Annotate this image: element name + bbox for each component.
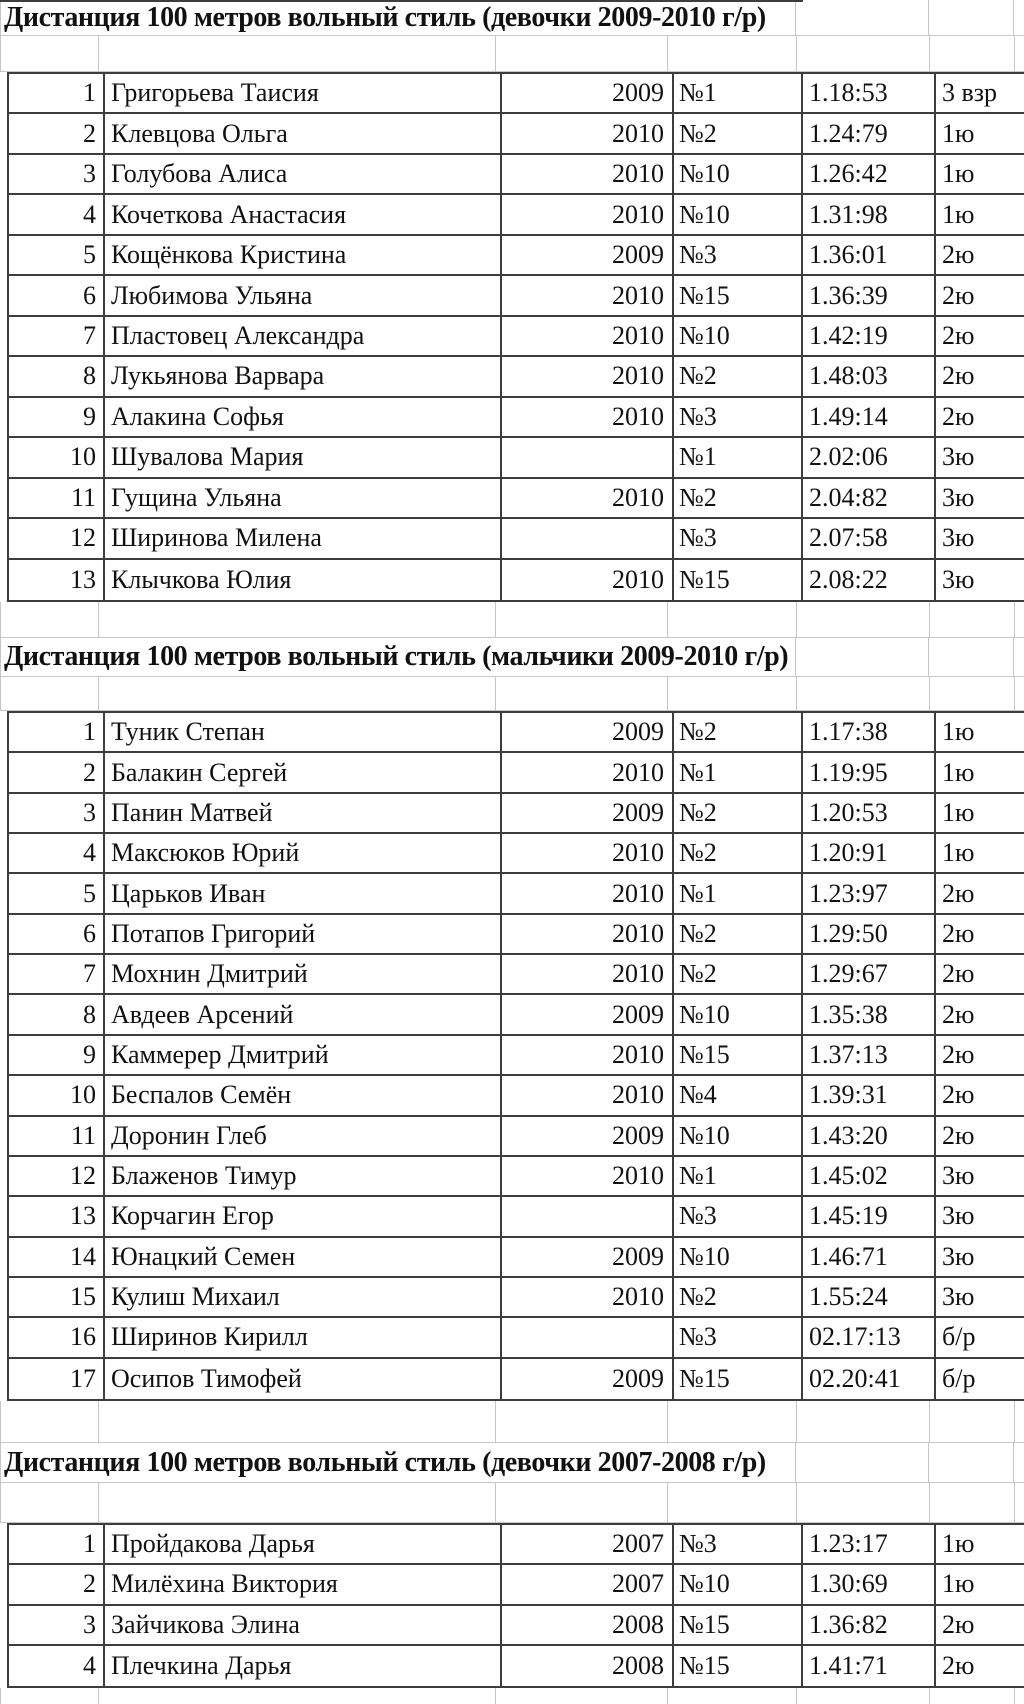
category-cell: б/р (942, 1363, 976, 1393)
empty-cell (668, 36, 797, 71)
number-cell: №1 (674, 74, 803, 114)
empty-cell (668, 1688, 797, 1704)
rank-cell: 3 (9, 155, 105, 195)
empty-cell (99, 1688, 496, 1704)
year-cell: 2010 (502, 114, 674, 154)
name-cell: Кощёнкова Кристина (105, 236, 502, 276)
rank-cell: 13 (9, 1197, 105, 1237)
number-cell: №10 (674, 1565, 803, 1605)
time-cell: 1.23:17 (803, 1525, 936, 1565)
spacer-row (0, 1688, 1024, 1704)
empty-cell (1, 1401, 99, 1442)
number-cell: №10 (674, 155, 803, 195)
time-cell: 2.04:82 (803, 479, 936, 519)
time-cell: 1.39:31 (803, 1076, 936, 1116)
year-cell: 2007 (502, 1525, 674, 1565)
rank-cell: 17 (9, 1359, 105, 1399)
empty-cell (930, 1483, 1015, 1522)
section-title-row (0, 638, 1024, 677)
time-cell: 1.43:20 (803, 1117, 936, 1157)
empty-cell (99, 1401, 496, 1442)
year-cell: 2009 (502, 74, 674, 114)
time-cell: 1.29:67 (803, 955, 936, 995)
year-cell: 2010 (502, 317, 674, 357)
rank-cell: 12 (9, 1157, 105, 1197)
rank-cell: 15 (9, 1278, 105, 1318)
empty-cell (797, 36, 930, 71)
empty-cell (930, 36, 1015, 71)
year-cell: 2010 (502, 479, 674, 519)
rank-cell: 9 (9, 398, 105, 438)
empty-cell (796, 1443, 929, 1482)
empty-cell (1015, 677, 1024, 710)
rank-cell: 6 (9, 915, 105, 955)
number-cell: №2 (674, 834, 803, 874)
empty-cell (1014, 0, 1024, 35)
results-table (7, 1523, 1024, 1688)
year-cell: 2008 (502, 1606, 674, 1646)
category-cell: 3 взр (936, 74, 1024, 114)
section-title-row (0, 0, 1024, 36)
empty-cell (668, 1401, 797, 1442)
name-cell: Пластовец Александра (105, 317, 502, 357)
empty-cell (796, 0, 929, 35)
time-cell: 2.07:58 (803, 519, 936, 559)
empty-cell (1015, 1401, 1024, 1442)
number-cell: №3 (674, 236, 803, 276)
empty-cell (496, 1688, 668, 1704)
rank-cell: 12 (9, 519, 105, 559)
number-cell: №1 (674, 438, 803, 478)
name-cell: Голубова Алиса (105, 155, 502, 195)
number-cell: №2 (674, 114, 803, 154)
name-cell: Плечкина Дарья (105, 1646, 502, 1686)
year-cell: 2009 (502, 1117, 674, 1157)
category-cell: 2ю (936, 1076, 1024, 1116)
name-cell: Максюков Юрий (105, 834, 502, 874)
time-cell: 1.20:53 (803, 794, 936, 834)
number-cell: №15 (674, 1036, 803, 1076)
rank-cell: 11 (9, 479, 105, 519)
spacer-row (0, 1483, 1024, 1523)
spacer-row (0, 36, 1024, 72)
name-cell: Любимова Ульяна (105, 276, 502, 316)
year-cell: 2007 (502, 1565, 674, 1605)
rank-cell: 1 (9, 74, 105, 114)
category-cell: 2ю (936, 398, 1024, 438)
name-cell: Потапов Григорий (105, 915, 502, 955)
time-cell: 1.37:13 (803, 1036, 936, 1076)
year-cell: 2010 (502, 915, 674, 955)
time-cell: 2.08:22 (803, 560, 936, 600)
year-cell: 2010 (502, 834, 674, 874)
year-cell: 2008 (502, 1646, 674, 1686)
category-cell: 1ю (936, 713, 1024, 753)
time-cell: 1.20:91 (803, 834, 936, 874)
number-cell: №2 (674, 713, 803, 753)
time-cell: 1.36:39 (803, 276, 936, 316)
rank-cell: 4 (9, 834, 105, 874)
category-cell: 3ю (936, 519, 1024, 559)
time-cell: 1.18:53 (803, 74, 936, 114)
empty-cell (1015, 1483, 1024, 1522)
name-cell: Балакин Сергей (105, 753, 502, 793)
empty-cell (1015, 36, 1024, 71)
name-cell: Каммерер Дмитрий (105, 1036, 502, 1076)
empty-cell (930, 1401, 1015, 1442)
empty-cell (929, 0, 1014, 35)
category-cell: 2ю (936, 236, 1024, 276)
empty-cell (797, 677, 930, 710)
empty-cell (668, 602, 797, 637)
category-cell: 3ю (936, 438, 1024, 478)
time-cell: 1.45:19 (803, 1197, 936, 1237)
year-cell: 2009 (502, 236, 674, 276)
empty-cell (1, 1483, 99, 1522)
name-cell: Блаженов Тимур (105, 1157, 502, 1197)
year-cell (502, 1197, 674, 1237)
rank-cell: 4 (9, 195, 105, 235)
rank-cell: 9 (9, 1036, 105, 1076)
empty-cell (99, 36, 496, 71)
category-cell: 2ю (936, 317, 1024, 357)
category-cell: 2ю (936, 276, 1024, 316)
year-cell: 2010 (502, 1157, 674, 1197)
empty-cell (99, 1483, 496, 1522)
name-cell: Авдеев Арсений (105, 995, 502, 1035)
name-cell: Зайчикова Элина (105, 1606, 502, 1646)
year-cell: 2009 (502, 995, 674, 1035)
name-cell: Клевцова Ольга (105, 114, 502, 154)
category-cell: 2ю (936, 1117, 1024, 1157)
year-cell: 2009 (502, 713, 674, 753)
name-cell: Юнацкий Семен (105, 1238, 502, 1278)
number-cell: №10 (674, 317, 803, 357)
category-cell: 1ю (936, 834, 1024, 874)
number-cell: №4 (674, 1076, 803, 1116)
rank-cell: 6 (9, 276, 105, 316)
number-cell: №15 (674, 1359, 803, 1399)
number-cell: №2 (674, 794, 803, 834)
name-cell: Кулиш Михаил (105, 1278, 502, 1318)
empty-cell (496, 677, 668, 710)
name-cell: Гущина Ульяна (105, 479, 502, 519)
year-cell: 2009 (502, 1238, 674, 1278)
name-cell: Алакина Софья (105, 398, 502, 438)
rank-cell: 13 (9, 560, 105, 600)
name-cell: Туник Степан (105, 713, 502, 753)
empty-cell (1, 677, 99, 710)
time-cell: 02.17:13 (803, 1318, 936, 1358)
number-cell: №10 (674, 995, 803, 1035)
year-cell: 2010 (502, 155, 674, 195)
year-cell: 2009 (502, 1359, 674, 1399)
name-cell: Беспалов Семён (105, 1076, 502, 1116)
category-cell: 1ю (936, 114, 1024, 154)
time-cell: 1.17:38 (803, 713, 936, 753)
section-title: Дистанция 100 метров вольный стиль (девочки 2009-2010 г/р) (1, 0, 796, 35)
category-cell: 1ю (936, 753, 1024, 793)
number-cell: №2 (674, 479, 803, 519)
time-cell: 1.35:38 (803, 995, 936, 1035)
year-cell: 2010 (502, 955, 674, 995)
rank-cell: 3 (9, 794, 105, 834)
time-cell: 1.49:14 (803, 398, 936, 438)
category-cell: 3ю (936, 479, 1024, 519)
category-cell: 2ю (936, 1036, 1024, 1076)
name-cell: Кочеткова Анастасия (105, 195, 502, 235)
year-cell: 2010 (502, 195, 674, 235)
name-cell: Ширинов Кирилл (105, 1318, 502, 1358)
empty-cell (930, 602, 1015, 637)
section-title: Дистанция 100 метров вольный стиль (девочки 2007-2008 г/р) (1, 1443, 796, 1482)
number-cell: №10 (674, 1117, 803, 1157)
empty-cell (1015, 602, 1024, 637)
category-cell: 1ю (936, 794, 1024, 834)
number-cell: №3 (674, 519, 803, 559)
time-cell: 1.45:02 (803, 1157, 936, 1197)
empty-cell (797, 1401, 930, 1442)
rank-cell: 8 (9, 995, 105, 1035)
empty-cell (1, 36, 99, 71)
empty-cell (496, 1401, 668, 1442)
empty-cell (797, 602, 930, 637)
empty-cell (496, 1483, 668, 1522)
rank-cell: 2 (9, 753, 105, 793)
empty-cell (1015, 1688, 1024, 1704)
category-cell: 1ю (936, 1565, 1024, 1605)
rank-cell: 10 (9, 1076, 105, 1116)
name-cell: Григорьева Таисия (105, 74, 502, 114)
year-cell: 2010 (502, 1036, 674, 1076)
time-cell: 1.23:97 (803, 874, 936, 914)
category-cell: 2ю (936, 874, 1024, 914)
number-cell: №15 (674, 276, 803, 316)
number-cell: №1 (674, 874, 803, 914)
category-cell: 3ю (936, 1197, 1024, 1237)
name-cell: Осипов Тимофей (105, 1359, 502, 1399)
year-cell: 2010 (502, 1076, 674, 1116)
empty-cell (1, 602, 99, 637)
rank-cell: 3 (9, 1606, 105, 1646)
time-cell: 1.26:42 (803, 155, 936, 195)
section-title-row (0, 1443, 1024, 1483)
category-cell: 2ю (942, 1650, 975, 1680)
category-cell: 2ю (936, 995, 1024, 1035)
number-cell: №3 (674, 1318, 803, 1358)
year-cell: 2010 (502, 874, 674, 914)
category-cell: 1ю (936, 155, 1024, 195)
number-cell: №2 (674, 357, 803, 397)
year-cell (502, 519, 674, 559)
number-cell: №15 (674, 560, 803, 600)
number-cell: №3 (674, 398, 803, 438)
number-cell: №3 (674, 1525, 803, 1565)
name-cell: Ширинова Милена (105, 519, 502, 559)
year-cell: 2010 (502, 1278, 674, 1318)
year-cell (502, 1318, 674, 1358)
time-cell: 1.19:95 (803, 753, 936, 793)
time-cell: 1.48:03 (803, 357, 936, 397)
top-border-line (0, 0, 803, 2)
time-cell: 02.20:41 (803, 1359, 936, 1399)
time-cell: 1.31:98 (803, 195, 936, 235)
time-cell: 1.55:24 (803, 1278, 936, 1318)
category-cell: 3ю (936, 1278, 1024, 1318)
spacer-row (0, 677, 1024, 711)
empty-cell (929, 638, 1014, 676)
time-cell: 1.30:69 (803, 1565, 936, 1605)
year-cell: 2010 (502, 398, 674, 438)
rank-cell: 11 (9, 1117, 105, 1157)
empty-cell (496, 36, 668, 71)
empty-cell (797, 1483, 930, 1522)
name-cell: Милёхина Виктория (105, 1565, 502, 1605)
empty-cell (496, 602, 668, 637)
name-cell: Панин Матвей (105, 794, 502, 834)
empty-cell (1014, 1443, 1024, 1482)
rank-cell: 1 (9, 1525, 105, 1565)
time-cell: 1.36:82 (803, 1606, 936, 1646)
empty-cell (99, 602, 496, 637)
number-cell: №2 (674, 1278, 803, 1318)
number-cell: №15 (674, 1606, 803, 1646)
spacer-row (0, 602, 1024, 638)
number-cell: №1 (674, 1157, 803, 1197)
time-cell: 1.42:19 (803, 317, 936, 357)
name-cell: Клычкова Юлия (105, 560, 502, 600)
category-cell: 1ю (936, 1525, 1024, 1565)
rank-cell: 5 (9, 236, 105, 276)
rank-cell: 10 (9, 438, 105, 478)
empty-cell (796, 638, 929, 676)
time-cell: 2.02:06 (803, 438, 936, 478)
empty-cell (930, 677, 1015, 710)
empty-cell (1014, 638, 1024, 676)
name-cell: Корчагин Егор (105, 1197, 502, 1237)
name-cell: Доронин Глеб (105, 1117, 502, 1157)
year-cell: 2010 (502, 276, 674, 316)
empty-cell (929, 1443, 1014, 1482)
rank-cell: 8 (9, 357, 105, 397)
empty-cell (797, 1688, 930, 1704)
empty-cell (99, 677, 496, 710)
category-cell: 3ю (936, 1157, 1024, 1197)
empty-cell (930, 1688, 1015, 1704)
category-cell: 3ю (942, 564, 975, 594)
results-table (7, 711, 1024, 1401)
empty-cell (668, 677, 797, 710)
name-cell: Шувалова Мария (105, 438, 502, 478)
time-cell: 1.36:01 (803, 236, 936, 276)
number-cell: №10 (674, 195, 803, 235)
year-cell: 2010 (502, 357, 674, 397)
year-cell (502, 438, 674, 478)
category-cell: 2ю (936, 357, 1024, 397)
category-cell: б/р (936, 1318, 1024, 1358)
rank-cell: 14 (9, 1238, 105, 1278)
time-cell: 1.29:50 (803, 915, 936, 955)
section-title: Дистанция 100 метров вольный стиль (мальчики 2009-2010 г/р) (1, 638, 796, 676)
rank-cell: 1 (9, 713, 105, 753)
rank-cell: 7 (9, 955, 105, 995)
category-cell: 2ю (936, 915, 1024, 955)
category-cell: 2ю (936, 955, 1024, 995)
category-cell: 1ю (936, 195, 1024, 235)
number-cell: №3 (674, 1197, 803, 1237)
spacer-row (0, 1401, 1024, 1443)
time-cell: 1.24:79 (803, 114, 936, 154)
year-cell: 2010 (502, 560, 674, 600)
name-cell: Пройдакова Дарья (105, 1525, 502, 1565)
rank-cell: 2 (9, 1565, 105, 1605)
year-cell: 2009 (502, 794, 674, 834)
year-cell: 2010 (502, 753, 674, 793)
name-cell: Лукьянова Варвара (105, 357, 502, 397)
number-cell: №15 (674, 1646, 803, 1686)
rank-cell: 5 (9, 874, 105, 914)
time-cell: 1.46:71 (803, 1238, 936, 1278)
name-cell: Мохнин Дмитрий (105, 955, 502, 995)
results-table (7, 72, 1024, 602)
number-cell: №10 (674, 1238, 803, 1278)
category-cell: 3ю (936, 1238, 1024, 1278)
time-cell: 1.41:71 (803, 1646, 936, 1686)
number-cell: №2 (674, 915, 803, 955)
rank-cell: 2 (9, 114, 105, 154)
rank-cell: 16 (9, 1318, 105, 1358)
number-cell: №1 (674, 753, 803, 793)
number-cell: №2 (674, 955, 803, 995)
category-cell: 2ю (936, 1606, 1024, 1646)
rank-cell: 4 (9, 1646, 105, 1686)
rank-cell: 7 (9, 317, 105, 357)
empty-cell (1, 1688, 99, 1704)
empty-cell (668, 1483, 797, 1522)
name-cell: Царьков Иван (105, 874, 502, 914)
